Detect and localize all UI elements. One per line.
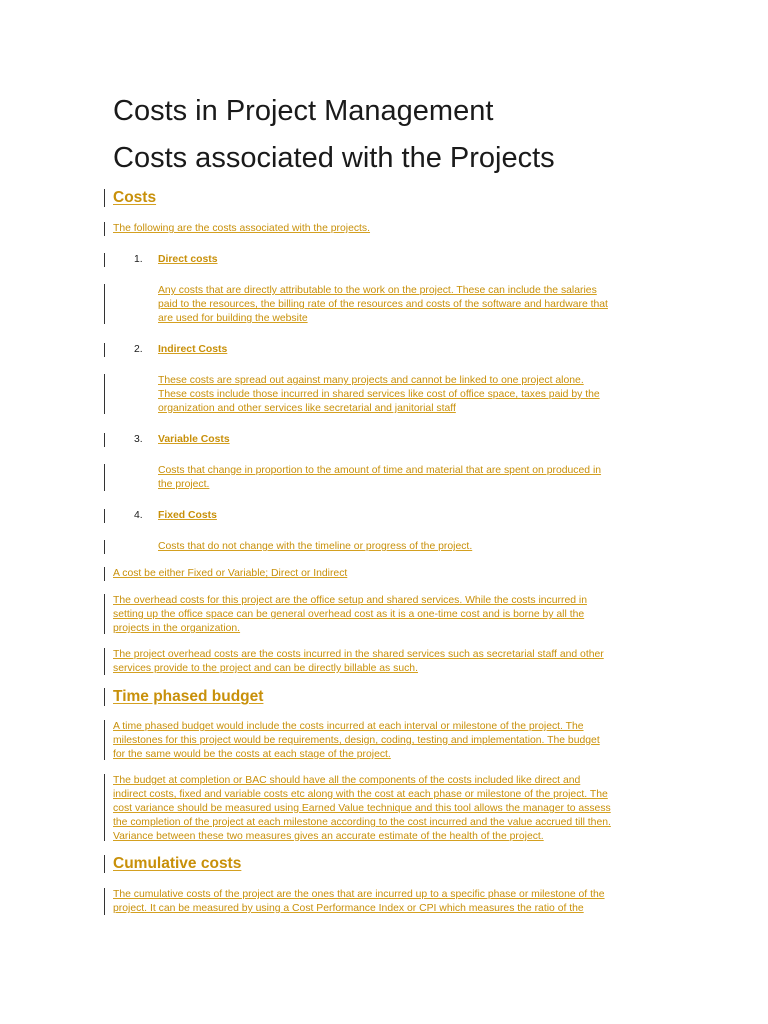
list-item-description[interactable] [158,284,608,326]
paragraph-budget-at-completion[interactable] [113,774,611,844]
change-bar [104,509,105,523]
section-heading-time-phased-budget[interactable]: Time phased budget [113,688,264,705]
text-line: These costs include those incurred in shared services like cost of office space, taxes paid by the [158,389,600,400]
change-bar [104,189,105,207]
change-bar [104,343,105,357]
change-bar [104,567,105,581]
text-line: cost variance should be measured using Earned Value technique and this tool allows the manager to assess [113,803,611,814]
list-item-description[interactable] [158,540,472,554]
text-line: the completion of the project at each milestone according to the cost incurred and the value accrued till then. [113,817,611,828]
text-line: for the same would be the costs at each stage of the project. [113,749,391,760]
section-heading-costs[interactable]: Costs [113,189,157,206]
list-number: 4. [134,510,143,521]
change-bar [104,720,105,760]
list-item-title-fixed-costs[interactable]: Fixed Costs [158,510,217,521]
paragraph-cumulative-costs[interactable] [113,888,605,916]
change-bar [104,253,105,267]
text-line: indirect costs, fixed and variable costs etc along with the cost at each phase or milestone of the project. The [113,789,608,800]
costs-intro[interactable]: The following are the costs associated with the projects. [113,223,371,234]
text-line: services provide to the project and can be directly billable as such. [113,663,418,674]
document-title: Costs in Project Management [113,95,494,127]
text-line: project. It can be measured by using a Cost Performance Index or CPI which measures the ratio of the [113,903,584,914]
section-heading-cumulative-costs[interactable]: Cumulative costs [113,855,242,872]
list-item-title-variable-costs[interactable]: Variable Costs [158,434,230,445]
text-line: milestones for this project would be requirements, design, coding, testing and implementation. The budget [113,735,600,746]
change-bar [104,374,105,414]
text-line: The cumulative costs of the project are the ones that are incurred up to a specific phase or milestone of the [113,889,605,900]
paragraph-overhead-costs[interactable] [113,594,587,636]
list-item-description[interactable] [158,374,600,416]
change-bar [104,540,105,554]
text-line: Costs that do not change with the timeline or progress of the project. [158,541,473,552]
change-bar [104,594,105,634]
text-line: projects in the organization. [113,623,241,634]
text-line: are used for building the website [158,313,308,324]
change-bar [104,648,105,675]
paragraph-project-overhead[interactable] [113,648,604,676]
text-line: paid to the resources, the billing rate of the resources and costs of the software and hardware that [158,299,608,310]
text-line: setting up the office space can be general overhead cost as it is a one-time cost and is borne by all the [113,609,585,620]
change-bar [104,774,105,841]
text-line: the project. [158,479,210,490]
list-item-description[interactable] [158,464,601,492]
change-bar [104,222,105,236]
text-line: Any costs that are directly attributable to the work on the project. These can include the salaries [158,285,597,296]
text-line: The overhead costs for this project are the office setup and shared services. While the costs incurred in [113,595,587,606]
change-bar [104,284,105,324]
list-item-title-direct-costs[interactable]: Direct costs [158,254,218,265]
change-bar [104,688,105,706]
text-line: These costs are spread out against many projects and cannot be linked to one project alone. [158,375,584,386]
text-line: Costs that change in proportion to the amount of time and material that are spent on produced in [158,465,602,476]
change-bar [104,888,105,915]
paragraph-time-phased-budget[interactable] [113,720,600,762]
document-subtitle: Costs associated with the Projects [113,142,555,174]
list-item-title-indirect-costs[interactable]: Indirect Costs [158,344,228,355]
text-line: The budget at completion or BAC should have all the components of the costs included like direct and [113,775,581,786]
change-bar [104,433,105,447]
list-number: 1. [134,254,143,265]
text-line: A time phased budget would include the costs incurred at each interval or milestone of the project. The [113,721,584,732]
change-bar [104,855,105,873]
text-line: The project overhead costs are the costs incurred in the shared services such as secretarial staff and other [113,649,604,660]
list-number: 2. [134,344,143,355]
text-line: Variance between these two measures gives an accurate estimate of the health of the project. [113,831,544,842]
change-bar [104,464,105,491]
costs-summary[interactable]: A cost be either Fixed or Variable; Direct or Indirect [113,568,348,579]
text-line: organization and other services like secretarial and janitorial staff [158,403,456,414]
list-number: 3. [134,434,143,445]
